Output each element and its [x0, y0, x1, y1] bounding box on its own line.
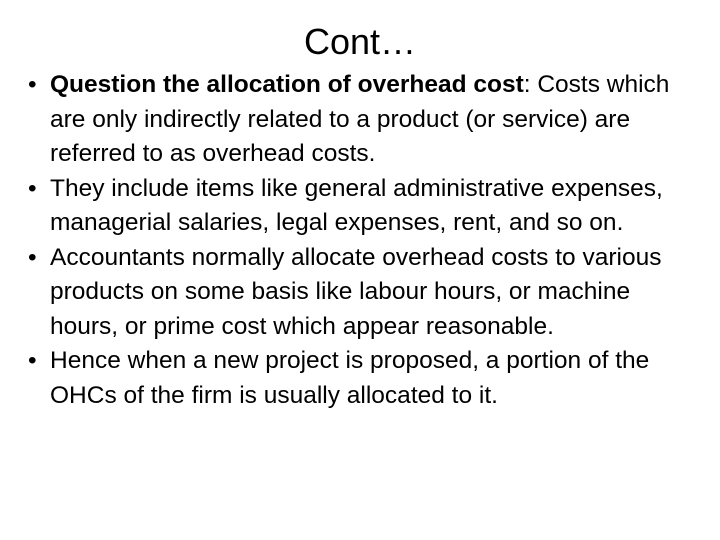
- bullet-item-2: [28, 172, 696, 241]
- bullet-text: Hence when a new project is proposed, a portion of the OHCs of the firm is usually allocated to it.: [50, 347, 650, 409]
- bullet-text: : Costs which are only indirectly related to a product (or service) are referred to as overhead costs.: [50, 71, 670, 167]
- bullet-item-1: [28, 68, 696, 172]
- bullet-list: [28, 68, 696, 413]
- bullet-marker: •: [28, 347, 37, 374]
- bullet-marker: •: [28, 243, 37, 271]
- bullet-text: Accountants normally allocate overhead costs to various products on some basis like labour hours, or machine hours, or prime cost which appear reasonable.: [50, 243, 662, 340]
- bullet-item-4: [28, 344, 696, 413]
- bullet-marker: •: [28, 71, 37, 98]
- bullet-lead: Question the allocation of overhead cost: [50, 71, 524, 98]
- slide-title: Cont…: [303, 21, 417, 62]
- bullet-text: They include items like general administrative expenses, managerial salaries, legal expenses, rent, and so on.: [50, 174, 663, 236]
- bullet-marker: •: [28, 174, 37, 202]
- bullet-item-3: [28, 241, 696, 345]
